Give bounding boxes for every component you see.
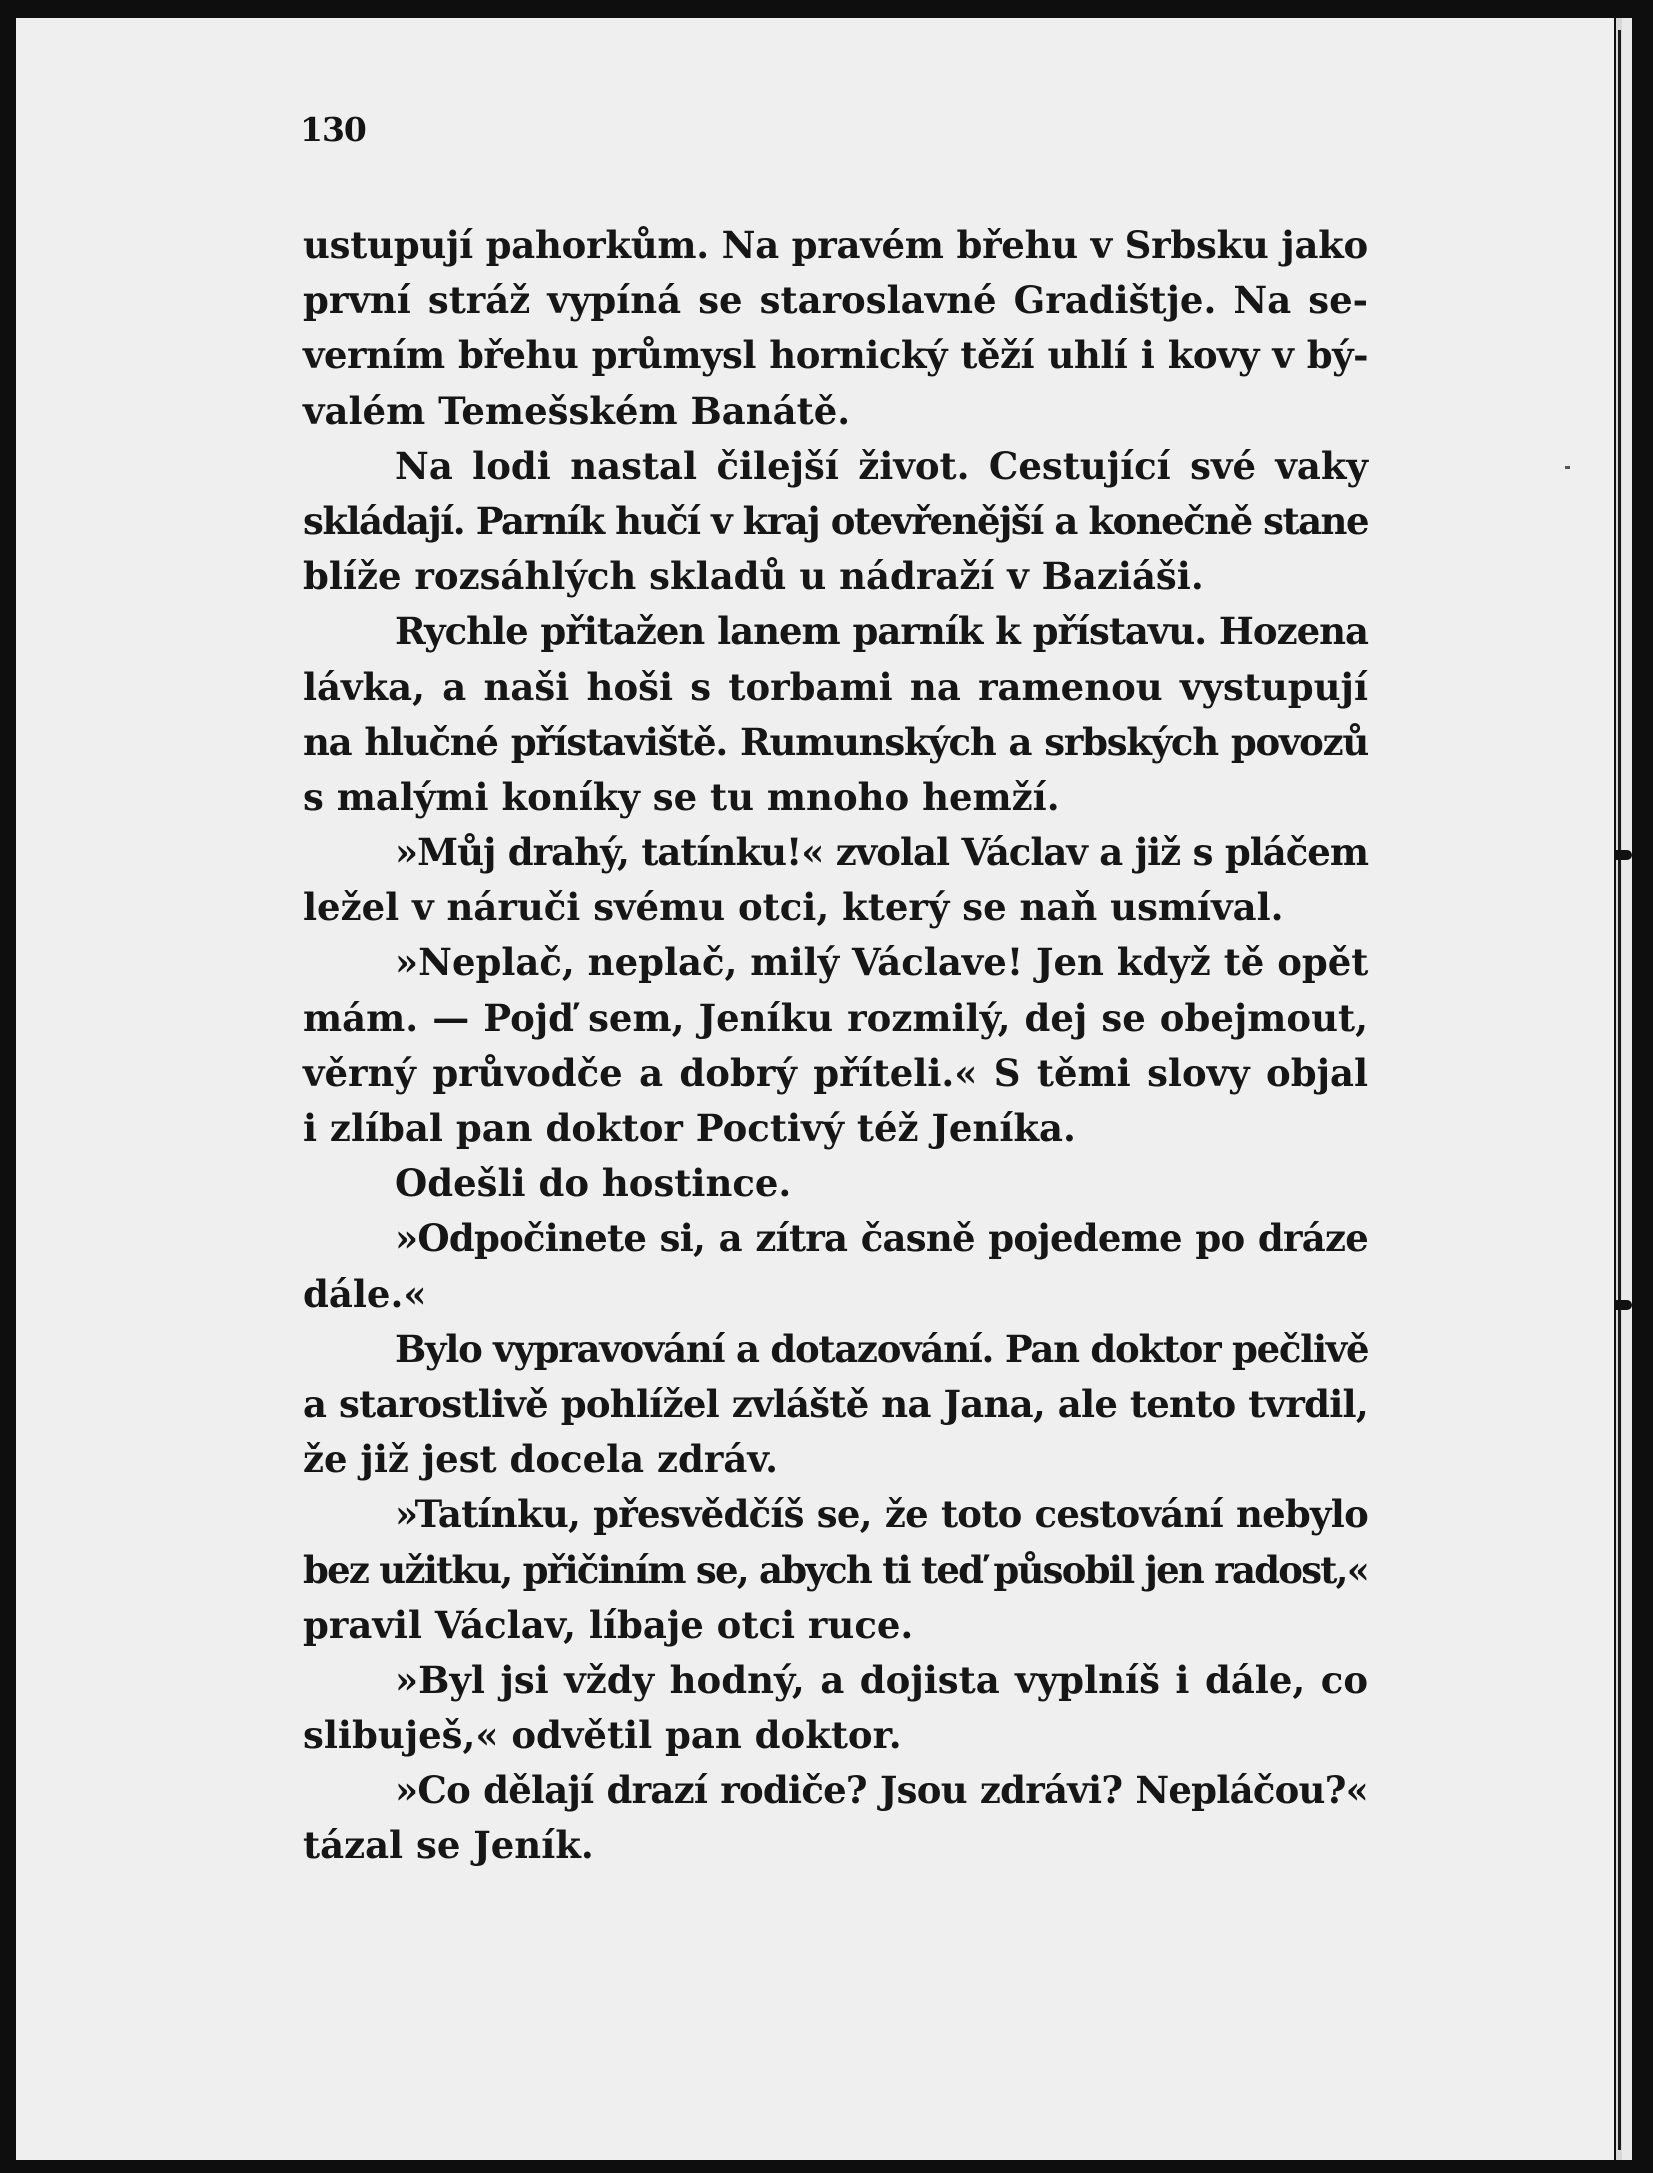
text-line: i zlíbal pan doktor Poctivý též Jeníka. xyxy=(303,1106,1076,1150)
text-line: blíže rozsáhlých skladů u nádraží v Baziáši. xyxy=(303,554,1204,599)
text-line: »Byl jsi vždy hodný, a dojista vyplníš i dále, co xyxy=(395,1657,1368,1702)
text-line: na hlučné přístaviště. Rumunských a srbských povozů xyxy=(303,719,1368,764)
text-line: ustupují pahorkům. Na pravém břehu v Srbsku jako xyxy=(303,223,1368,267)
text-line: valém Temešském Banátě. xyxy=(303,388,851,433)
page-number: 130 xyxy=(300,110,366,149)
text-line: Rychle přitažen lanem parník k přístavu. Hozena xyxy=(395,609,1368,654)
binding-tick-upper xyxy=(1616,850,1632,860)
text-line: tázal se Jeník. xyxy=(303,1823,594,1868)
text-line: mám. — Pojď sem, Jeníku rozmilý, dej se obejmout, xyxy=(303,995,1368,1040)
text-line: s malými koníky se tu mnoho hemží. xyxy=(303,774,1060,819)
binding-tick-lower xyxy=(1616,1300,1632,1310)
scan-speck xyxy=(1565,466,1570,469)
text-line: věrný průvodče a dobrý příteli.« S těmi slovy objal xyxy=(303,1050,1368,1095)
text-line: Na lodi nastal čilejší život. Cestující své vaky xyxy=(395,443,1368,488)
text-line: Bylo vypravování a dotazování. Pan doktor pečlivě xyxy=(395,1326,1369,1371)
body-text xyxy=(303,218,1368,1874)
text-line: »Odpočinete si, a zítra časně pojedeme po dráze xyxy=(395,1216,1368,1261)
text-line: bez užitku, přičiním se, abych ti teď působil jen radost,« xyxy=(303,1547,1369,1592)
text-line: »Tatínku, přesvědčíš se, že toto cestování nebylo xyxy=(395,1492,1368,1537)
text-line: pravil Václav, líbaje otci ruce. xyxy=(303,1602,914,1647)
text-line: první stráž vypíná se staroslavné Gradištje. Na se- xyxy=(303,278,1368,323)
text-line: slibuješ,« odvětil pan doktor. xyxy=(303,1713,902,1758)
text-line: a starostlivě pohlížel zvláště na Jana, ale tento tvrdil, xyxy=(303,1381,1368,1426)
text-line: »Co dělají drazí rodiče? Jsou zdrávi? Nepláčou?« xyxy=(395,1768,1368,1813)
binding-strip xyxy=(1622,18,1632,2160)
text-line: skládají. Parník hučí v kraj otevřenější a konečně stane xyxy=(303,498,1368,543)
text-line: verním břehu průmysl hornický těží uhlí i kovy v bý- xyxy=(303,333,1368,378)
binding-rule xyxy=(1618,30,1621,2150)
text-line: že již jest docela zdráv. xyxy=(303,1437,779,1482)
text-line: dále.« xyxy=(303,1271,427,1316)
text-line: ležel v náruči svému otci, který se naň usmíval. xyxy=(303,885,1284,930)
text-line: Odešli do hostince. xyxy=(395,1161,792,1206)
text-line: lávka, a naši hoši s torbami na ramenou vystupují xyxy=(303,664,1368,709)
text-line: »Neplač, neplač, milý Václave! Jen když tě opět xyxy=(395,940,1369,985)
text-line: »Můj drahý, tatínku!« zvolal Václav a již s pláčem xyxy=(395,830,1368,875)
